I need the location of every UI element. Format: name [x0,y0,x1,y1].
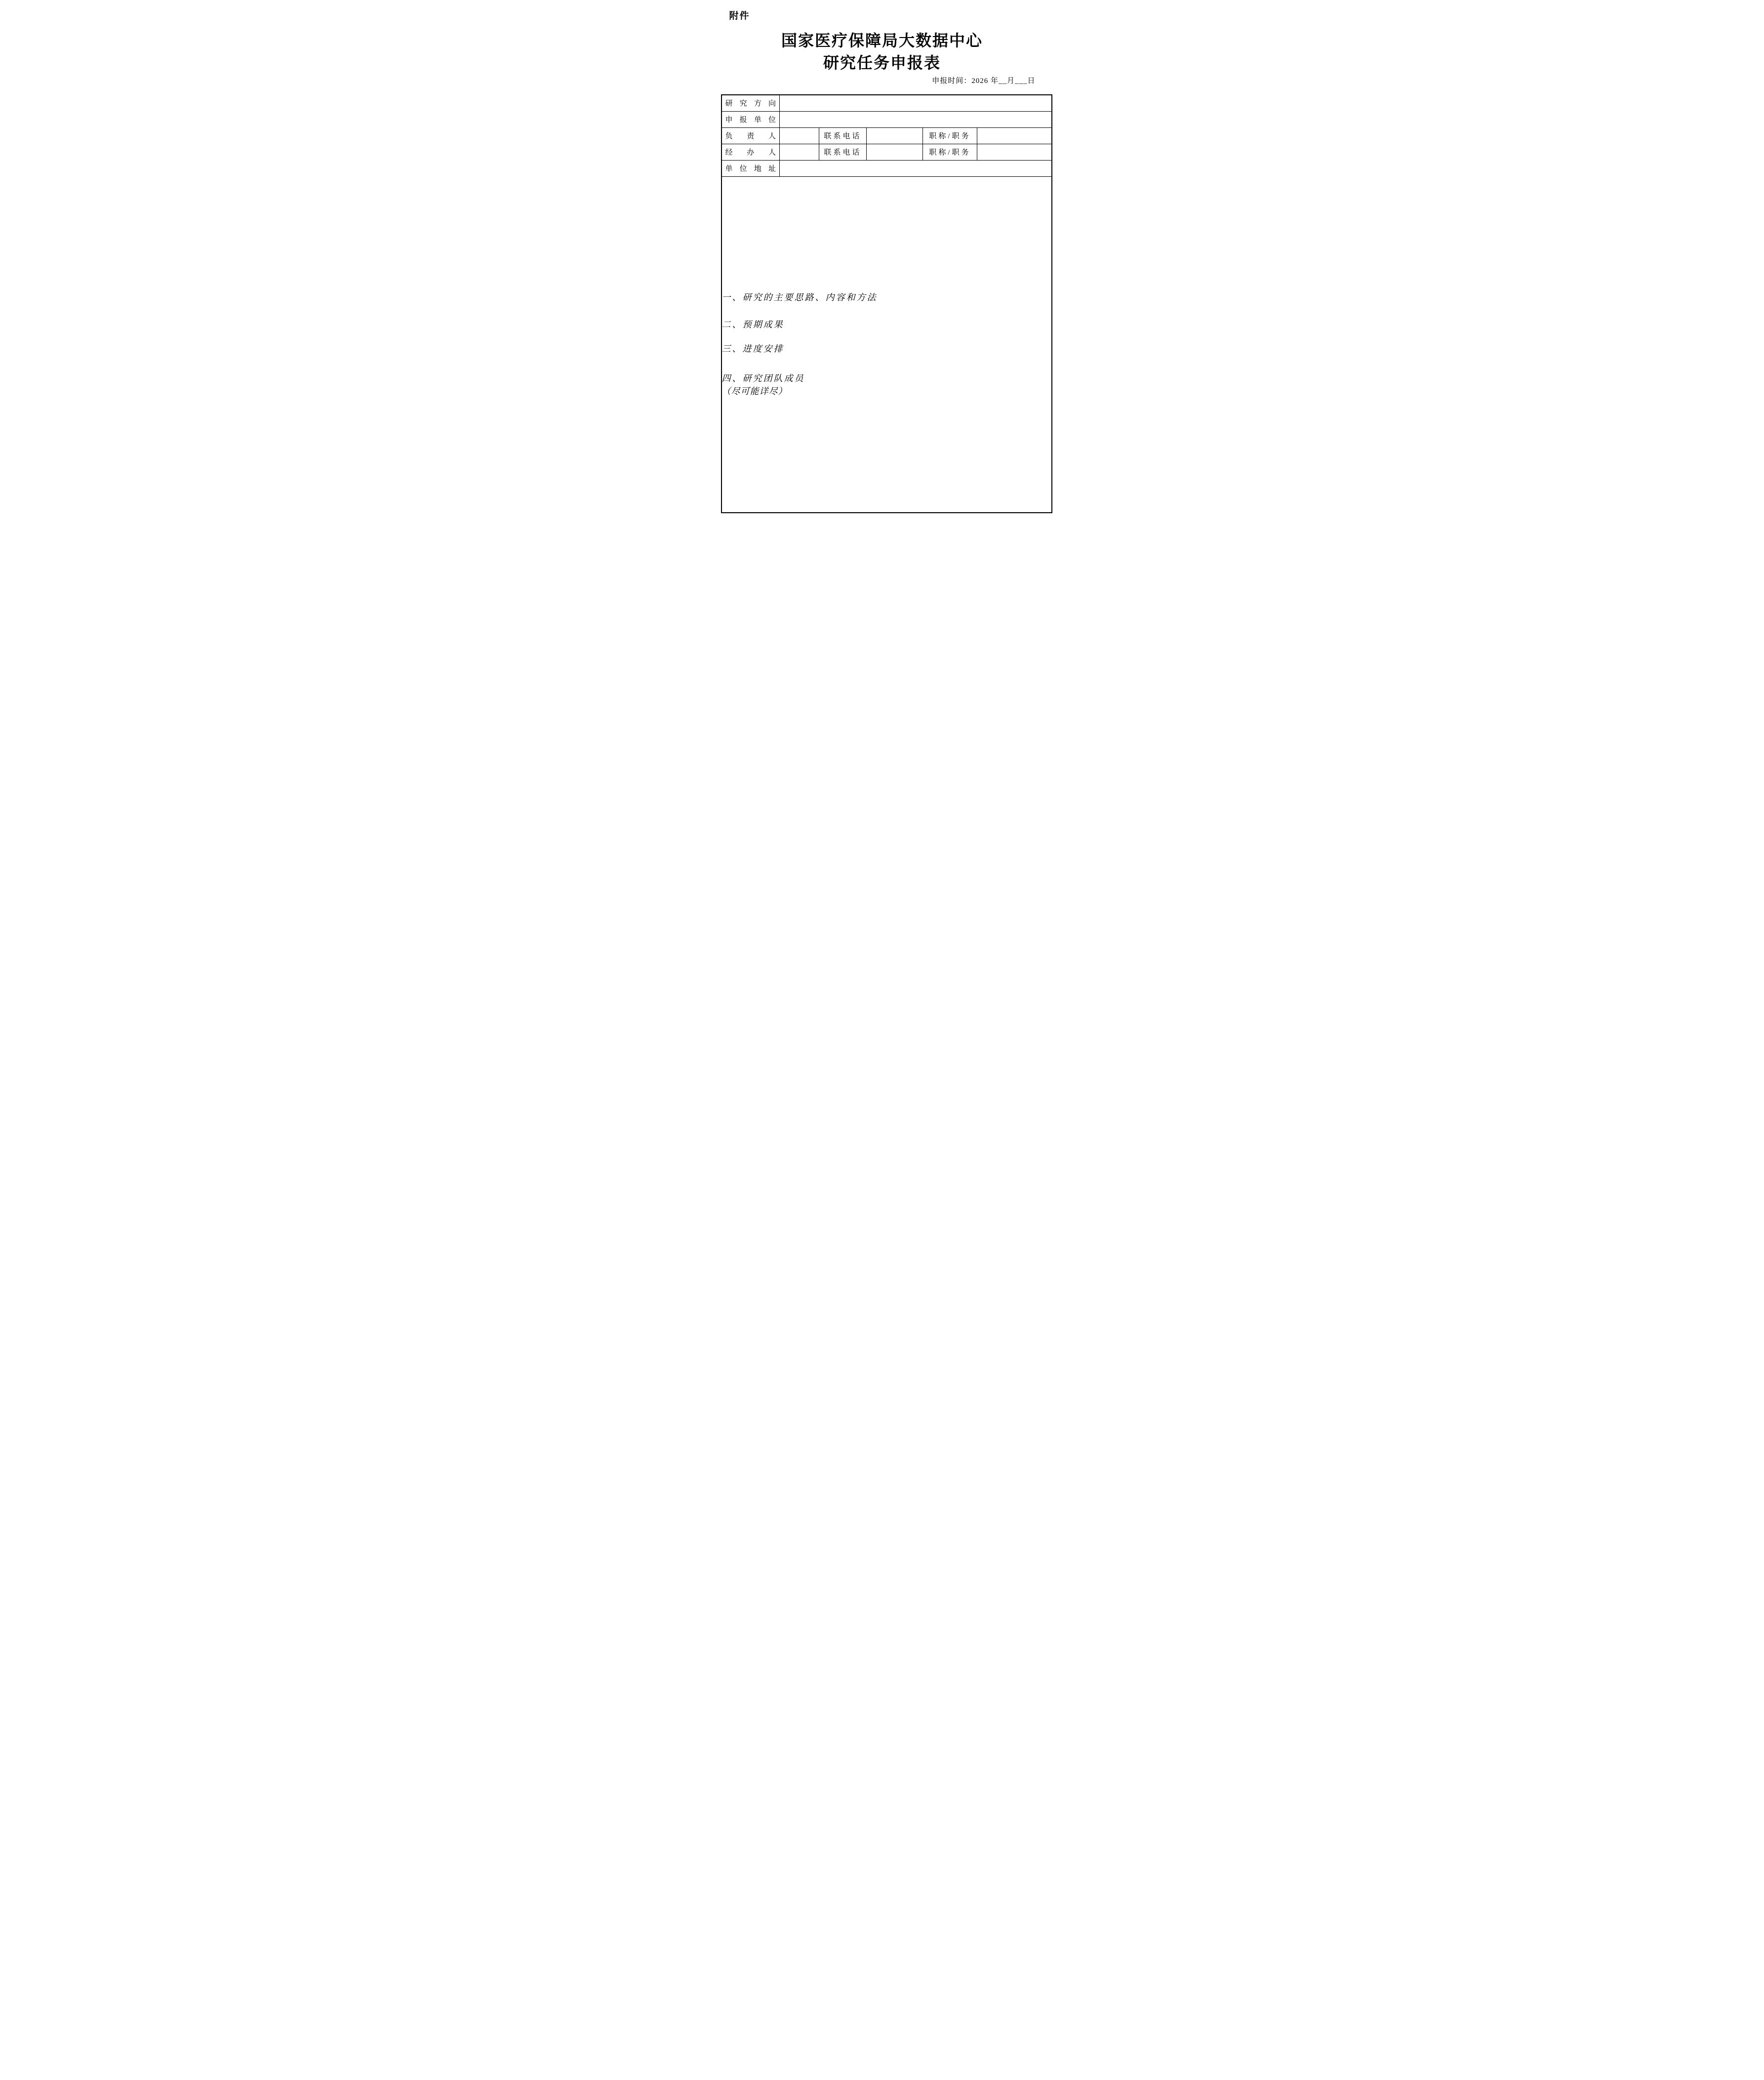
unit-address-label: 单 位 地 址 [725,165,776,173]
handler-title-value-cell[interactable] [977,144,1052,160]
research-direction-label: 研 究 方 向 [725,100,776,108]
row-handler [722,144,1052,160]
section-heading-4: 四、研究团队成员 [722,373,805,383]
sections-fill-area[interactable] [722,176,1052,513]
section-4-note: （尽可能详尽） [722,386,788,396]
row-unit-address [722,160,1052,176]
row-research-direction [722,95,1052,111]
leader-label-cell [722,127,780,144]
handler-phone-value-cell[interactable] [867,144,923,160]
section-heading-3: 三、进度安排 [722,344,784,354]
handler-label-cell [722,144,780,160]
leader-name-value-cell[interactable] [780,127,819,144]
unit-address-label-cell [722,160,780,176]
form-title-line1: 国家医疗保障局大数据中心 [781,32,983,49]
leader-label: 负 责 人 [725,132,776,140]
leader-title-label-cell: 职称/职务 [923,127,977,144]
document-page [662,0,1103,520]
leader-title-value-cell[interactable] [977,127,1052,144]
handler-name-value-cell[interactable] [780,144,819,160]
leader-phone-value-cell[interactable] [867,127,923,144]
row-sections [722,176,1052,513]
section-heading-2: 二、预期成果 [722,320,784,329]
attachment-label: 附件 [729,11,750,21]
handler-label: 经 办 人 [725,149,776,157]
leader-phone-label-cell: 联系电话 [819,127,867,144]
research-direction-label-cell [722,95,780,111]
form-title [662,30,1103,74]
research-direction-value-cell[interactable] [780,95,1052,111]
applicant-unit-label-cell [722,111,780,127]
application-form-table [721,94,1052,513]
row-leader [722,127,1052,144]
unit-address-value-cell[interactable] [780,160,1052,176]
form-title-line2: 研究任务申报表 [823,54,941,72]
handler-phone-label-cell: 联系电话 [819,144,867,160]
handler-title-label-cell: 职称/职务 [923,144,977,160]
application-date-line: 申报时间：2026 年__月___日 [932,77,1036,85]
applicant-unit-label: 申 报 单 位 [725,116,776,124]
applicant-unit-value-cell[interactable] [780,111,1052,127]
row-applicant-unit [722,111,1052,127]
section-heading-1: 一、研究的主要思路、内容和方法 [722,292,878,302]
